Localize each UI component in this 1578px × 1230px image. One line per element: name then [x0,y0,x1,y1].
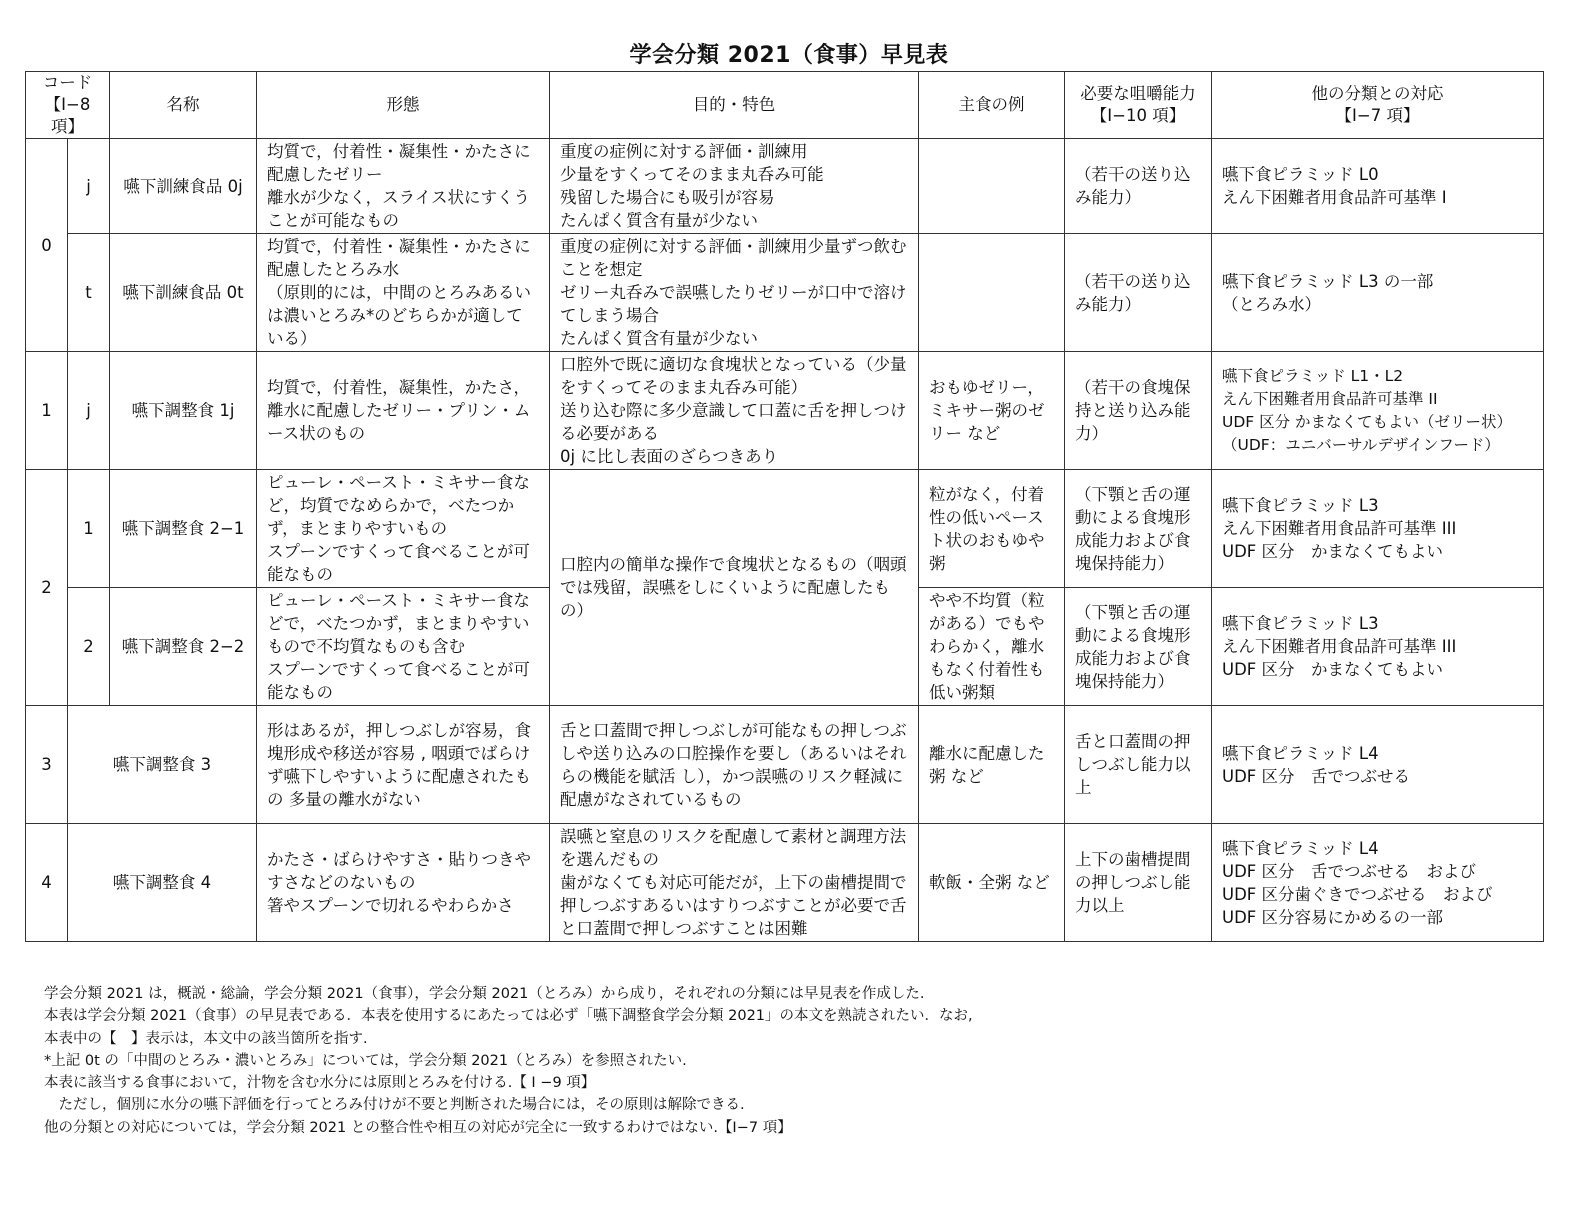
ability-cell: 舌と口蓋間の押しつぶし能力以上 [1065,706,1212,824]
table-row-0j [26,139,1544,234]
form-cell: ピューレ・ペースト・ミキサー食など，均質でなめらかで，べたつかず，まとまりやすいもの スプーンですくって食べることが可能なもの [257,470,550,588]
staple-cell [919,139,1065,234]
header-staple: 主食の例 [919,72,1065,139]
footnote-line: 他の分類との対応については，学会分類 2021 との整合性や相互の対応が完全に一致するわけではない.【I−7 項】 [44,1119,792,1136]
ability-cell: （若干の送り込み能力） [1065,139,1212,234]
header-ability: 必要な咀嚼能力 【I−10 項】 [1065,72,1212,139]
header-row [26,72,1544,139]
name-cell: 嚥下調整食 3 [68,706,257,824]
staple-cell: おもゆゼリー，ミキサー粥のゼリー など [919,352,1065,470]
form-cell: 均質で，付着性，凝集性，かたさ，離水に配慮したゼリー・プリン・ムース状のもの [257,352,550,470]
purpose-cell: 重度の症例に対する評価・訓練用 少量をすくってそのまま丸呑み可能 残留した場合にも吸引が容易 たんぱく質含有量が少ない [550,139,919,234]
other-cell: 嚥下食ピラミッド L0 えん下困難者用食品許可基準 I [1212,139,1544,234]
other-cell: 嚥下食ピラミッド L3 えん下困難者用食品許可基準 III UDF 区分 かまなくてもよい [1212,470,1544,588]
name-cell: 嚥下調整食 1j [110,352,257,470]
code-cell: 2 [26,470,68,706]
purpose-cell: 口腔外で既に適切な食塊状となっている（少量をすくってそのまま丸呑み可能） 送り込む際に多少意識して口蓋に舌を押しつける必要がある 0j に比し表面のざらつきあり [550,352,919,470]
sub-code-cell: j [68,139,110,234]
other-cell: 嚥下食ピラミッド L3 の一部 （とろみ水） [1212,234,1544,352]
purpose-cell: 口腔内の簡単な操作で食塊状となるもの（咽頭では残留，誤嚥をしにくいように配慮したもの） [550,470,919,706]
header-code: コード 【I−8 項】 [26,72,110,139]
quick-reference-table [25,71,1544,942]
header-other: 他の分類との対応 【I−7 項】 [1212,72,1544,139]
table-row-3 [26,706,1544,824]
ability-cell: （下顎と舌の運動による食塊形成能力および食塊保持能力） [1065,470,1212,588]
ability-cell: （下顎と舌の運動による食塊形成能力および食塊保持能力） [1065,588,1212,706]
header-purpose: 目的・特色 [550,72,919,139]
footnote-line: 本表中の【 】表示は，本文中の該当箇所を指す. [44,1030,368,1047]
sub-code-cell: t [68,234,110,352]
table-row-2-1 [26,470,1544,588]
footnotes [44,983,1544,1139]
table-row-4 [26,824,1544,942]
table-row-0t [26,234,1544,352]
footnote-line: 本表に該当する食事において，汁物を含む水分には原則とろみを付ける.【 I −9 項】 [44,1075,596,1092]
name-cell: 嚥下調整食 4 [68,824,257,942]
footnote-line: ただし，個別に水分の嚥下評価を行ってとろみ付けが不要と判断された場合には，その原則は解除できる. [44,1097,745,1114]
name-cell: 嚥下調整食 2−2 [110,588,257,706]
code-cell: 3 [26,706,68,824]
other-cell: 嚥下食ピラミッド L3 えん下困難者用食品許可基準 III UDF 区分 かまなくてもよい [1212,588,1544,706]
code-cell: 1 [26,352,68,470]
name-cell: 嚥下訓練食品 0j [110,139,257,234]
sub-code-cell: j [68,352,110,470]
staple-cell: 軟飯・全粥 など [919,824,1065,942]
staple-cell: 離水に配慮した粥 など [919,706,1065,824]
header-name: 名称 [110,72,257,139]
staple-cell [919,234,1065,352]
form-cell: 均質で，付着性・凝集性・かたさに配慮したとろみ水 （原則的には，中間のとろみあるいは濃いとろみ*のどちらかが適している） [257,234,550,352]
page-title: 学会分類 2021（食事）早見表 [629,43,949,68]
sub-code-cell: 2 [68,588,110,706]
ability-cell: （若干の送り込み能力） [1065,234,1212,352]
purpose-cell: 重度の症例に対する評価・訓練用少量ずつ飲むことを想定 ゼリー丸呑みで誤嚥したりゼリーが口中で溶けてしまう場合 たんぱく質含有量が少ない [550,234,919,352]
footnote-line: 学会分類 2021 は，概説・総論，学会分類 2021（食事），学会分類 2021（とろみ）から成り，それぞれの分類には早見表を作成した. [44,986,925,1002]
form-cell: 均質で，付着性・凝集性・かたさに配慮したゼリー 離水が少なく，スライス状にすくうことが可能なもの [257,139,550,234]
form-cell: かたさ・ばらけやすさ・貼りつきやすさなどのないもの 箸やスプーンで切れるやわらかさ [257,824,550,942]
ability-cell: （若干の食塊保持と送り込み能力） [1065,352,1212,470]
table-row-1j [26,352,1544,470]
footnote-line: *上記 0t の「中間のとろみ・濃いとろみ」については，学会分類 2021（とろみ）を参照されたい. [44,1052,687,1069]
ability-cell: 上下の歯槽提間の押しつぶし能力以上 [1065,824,1212,942]
code-cell: 0 [26,139,68,352]
other-cell: 嚥下食ピラミッド L4 UDF 区分 舌でつぶせる および UDF 区分歯ぐきでつぶせる および UDF 区分容易にかめるの一部 [1212,824,1544,942]
footnote-line: 本表は学会分類 2021（食事）の早見表である．本表を使用するにあたっては必ず「嚥下調整食学会分類 2021」の本文を熟読されたい．なお, [44,1008,973,1025]
staple-cell: 粒がなく，付着性の低いペースト状のおもゆや粥 [919,470,1065,588]
staple-cell: やや不均質（粒がある）でもやわらかく，離水もなく付着性も低い粥類 [919,588,1065,706]
purpose-cell: 誤嚥と窒息のリスクを配慮して素材と調理方法を選んだもの 歯がなくても対応可能だが，上下の歯槽提間で押しつぶすあるいはすりつぶすことが必要で舌と口蓋間で押しつぶすことは困難 [550,824,919,942]
form-cell: ピューレ・ペースト・ミキサー食などで，べたつかず，まとまりやすいもので不均質なものも含む スプーンですくって食べることが可能なもの [257,588,550,706]
header-form: 形態 [257,72,550,139]
other-cell: 嚥下食ピラミッド L4 UDF 区分 舌でつぶせる [1212,706,1544,824]
purpose-cell: 舌と口蓋間で押しつぶしが可能なもの押しつぶしや送り込みの口腔操作を要し（あるいはそれらの機能を賦活 し），かつ誤嚥のリスク軽減に配慮がなされているもの [550,706,919,824]
name-cell: 嚥下訓練食品 0t [110,234,257,352]
sub-code-cell: 1 [68,470,110,588]
other-cell: 嚥下食ピラミッド L1・L2 えん下困難者用食品許可基準 II UDF 区分 かまなくてもよい（ゼリー状） （UDF：ユニバーサルデザインフード） [1212,352,1544,470]
code-cell: 4 [26,824,68,942]
form-cell: 形はあるが，押しつぶしが容易，食塊形成や移送が容易 , 咽頭でばらけず嚥下しやすいように配慮されたもの 多量の離水がない [257,706,550,824]
name-cell: 嚥下調整食 2−1 [110,470,257,588]
